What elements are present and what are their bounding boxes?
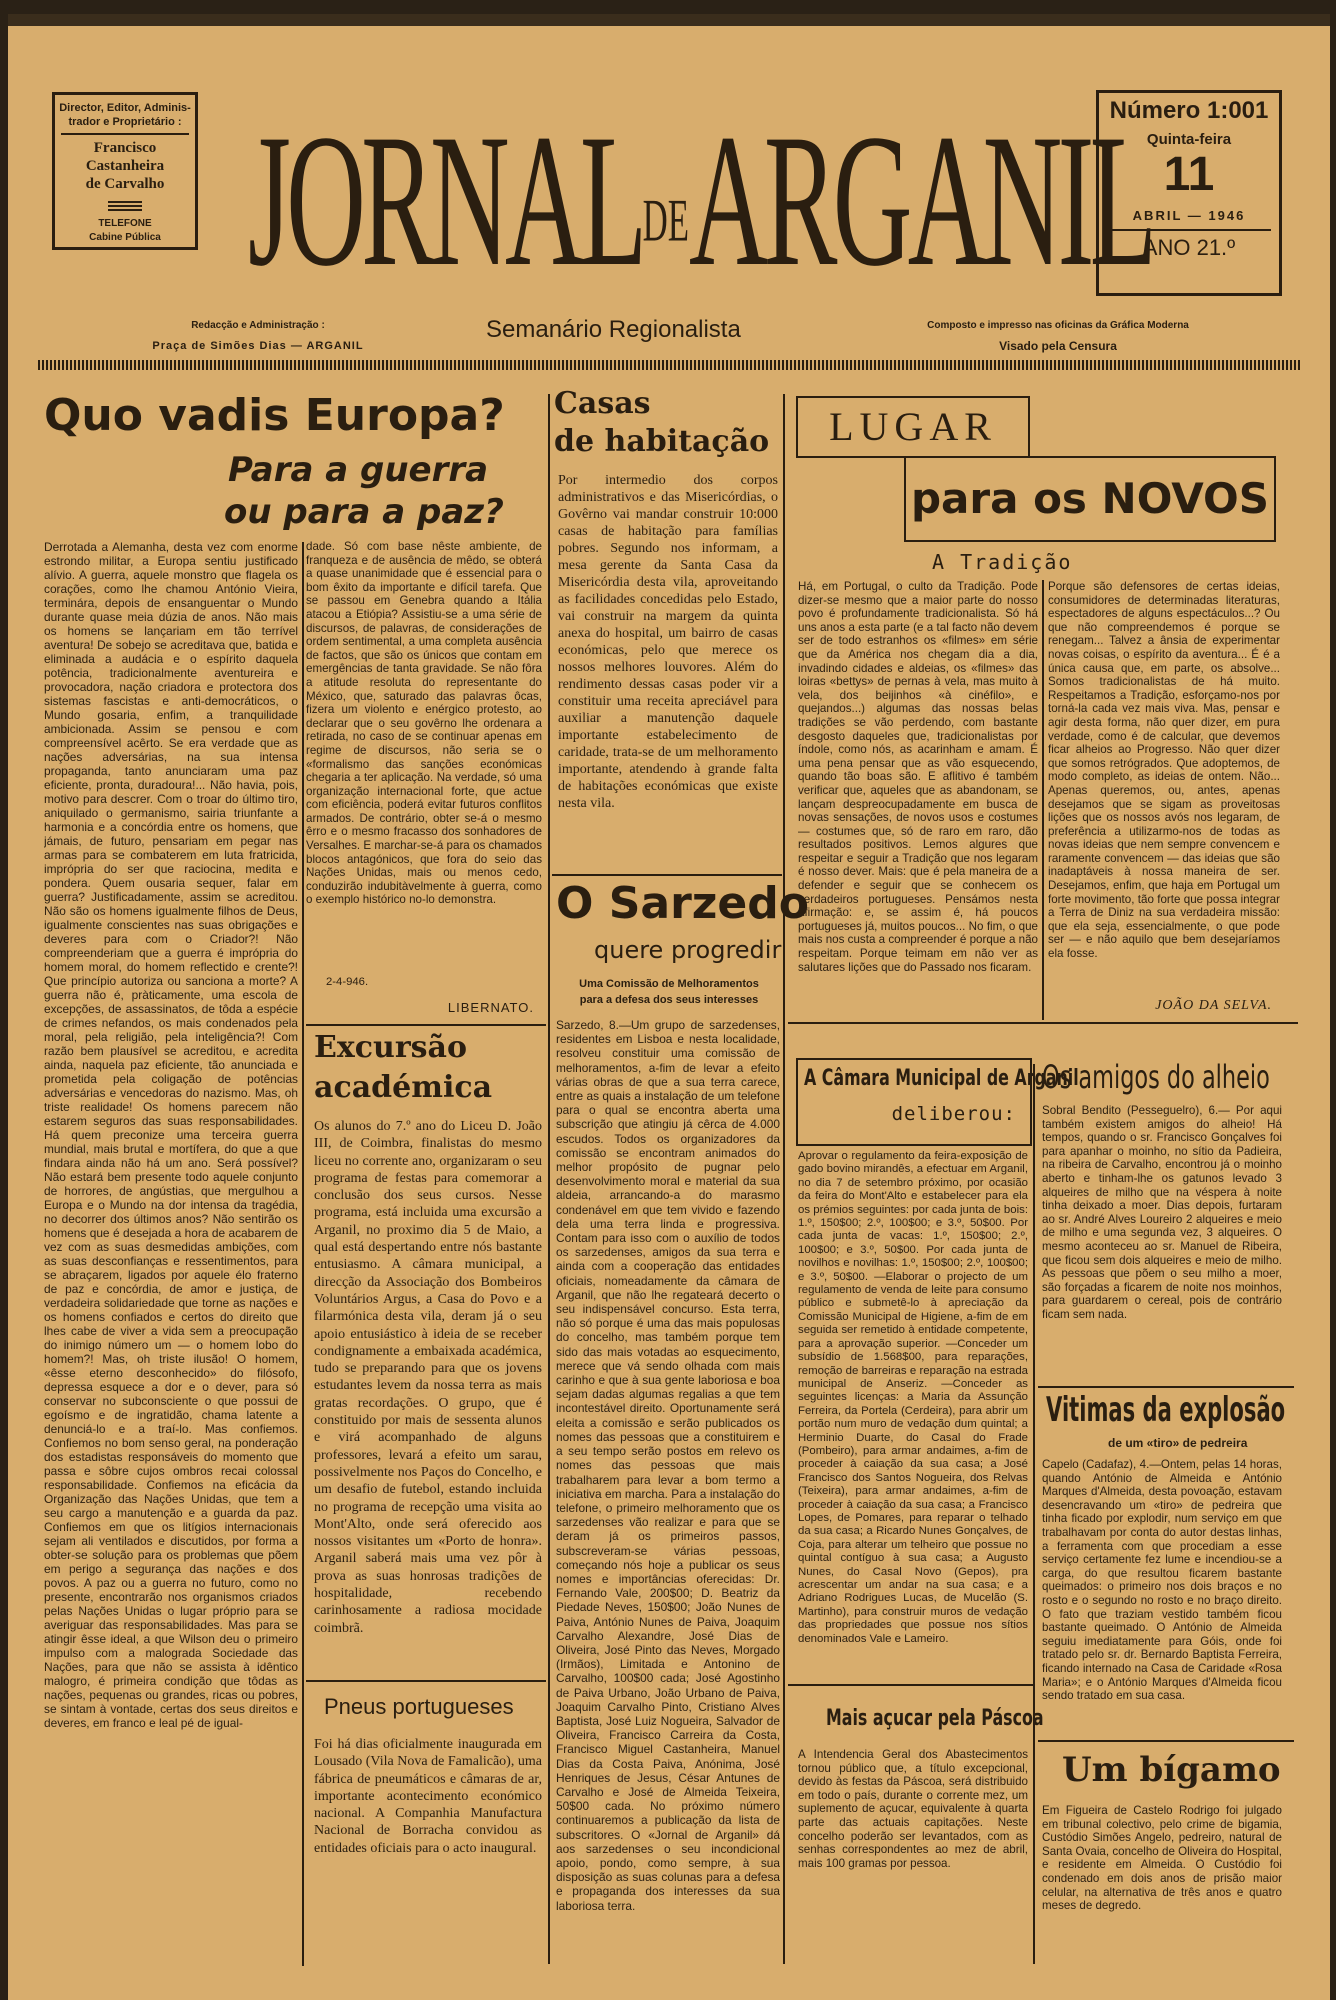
- bigamo-body: [1042, 1804, 1282, 1966]
- lugar-signature: JOÃO DA SELVA.: [1155, 998, 1272, 1013]
- divider-camara: [788, 1022, 1298, 1024]
- vitimas-text: Capelo (Cadafaz), 4.—Ontem, pelas 14 horas, quando António de Almeida e António Marques d'Almeida, desta povoação, estavam desencravando um «tiro» de pedreira que tinha ficado por explodir, num serviço em que trabalhavam por conta do autor destas linhas, a ferramenta com que procediam a esse serviço certamente fez lume e incendiou-se a carga, do que resultou ficarem bastante queimados: o primeiro nos dois braços e no rosto e o segundo no rosto e no braço direito. O fato que traziam vestido também ficou bastante queimado. O António de Almeida seguiu imediatamente para Góis, onde foi tratado pelo sr. dr. Bernardo Baptista Ferreira, ficando internado na Casa de Caridade «Rosa Maria»; e o António Marques d'Almeida ficou sendo tratado em sua casa.: [1042, 1458, 1282, 1703]
- lugar-title-2: para os NOVOS: [910, 474, 1269, 523]
- lugar-text-2: Porque são defensores de certas ideias, consumidores de determinadas literaturas, espectadores de alguns espectáculos...? Ou que não compreendemos é porque se renegam... Talvez a ânsia de experimentar novas coisas, o espírito da aventura... É é a única causa que, em parte, os absolve... Somos tradicionalistas de há muito. Respeitamos a Tradição, esforçamo-nos por torná-la cada vez mais viva. Mas, pensar e agir desta forma, não quer dizer, em pura verdade, como é de calcular, que devemos ficar alheios ao Progresso. Não quer dizer que somos retrógrados. Que adoptemos, de modo completo, as ideias de ontem. Não... Apenas queremos, ou, antes, apenas desejamos que se sigam as proveitosas lições que os nossos avós nos legaram, de preferência a utilizarmo-nos de todas as novas ideias que nem sempre convencem e raramente convencem — das ideias que são inadaptáveis à nossa maneira de ser. Desejamos, enfim, que haja em Portugal um forte movimento, tão forte que possa integrar a Terra de Diniz na sua verdadeira missão: que ela seja, essencialmente, o que pode ser — e não aquilo que bem desejaríamos ela fosse.: [1048, 580, 1280, 961]
- vitimas-body: [1042, 1458, 1282, 1734]
- lugar-subtitle: A Tradição: [932, 550, 1073, 574]
- casas-body: [558, 472, 778, 872]
- excursao-body: [314, 1118, 542, 1678]
- director-line-1: Director, Editor, Adminis-: [59, 102, 191, 114]
- bigamo-text: Em Figueira de Castelo Rodrigo foi julgado em tribunal colectivo, pelo crime de bigamia, Custódio Simões Angelo, pedreiro, natural de Santa Ovaia, concelho de Oliveira do Hospital, e residente em Almeida. O Custódio foi condenado em dois anos de prisão maior celular, na alternativa de três anos e quatro meses de degredo.: [1042, 1804, 1282, 1913]
- col-divider-2: [783, 394, 785, 1964]
- masthead-de: DE: [642, 187, 690, 254]
- sarzedo-text: Sarzedo, 8.—Um grupo de sarzedenses, residentes em Lisboa e nesta localidade, resolveu constituir uma comissão de melhoramentos, a-fim de levar a efeito várias obras de que a sua terra carece, entre as quais a instalação de um telefone para o qual se encontra aberta uma subscrição que atingiu já cêrca de 4.000 escudos. Todos os organizadores da comissão se encontram animados do melhor propósito de pugnar pelo desenvolvimento moral e material da sua aldeia, arrancando-a do marasmo condenável em que tem vivido e fazendo dela uma terra linda e progressiva. Contam para isso com o auxílio de todos os sarzedenses, amigos da sua terra e ainda com a cooperação das entidades oficiais, nomeadamente da câmara de Arganil, que não lhe regateará decerto o seu indispensável concurso. Esta terra, não só porque é uma das mais populosas do concelho, mas também porque tem sido das mais votadas ao esquecimento, merece que vá sendo olhada com mais carinho e que à sua gente laboriosa e boa sejam dadas algumas regalias a que tem incontestável direito. Oportunamente será eleita a comissão e serão publicados os nomes das pessoas que a constituirem e a seu tempo serão postos em relevo os nomes das pessoas que mais trabalharem para levar a bom termo a iniciativa em marcha. Para a instalação do telefone, o primeiro melhoramento que os sarzedenses vão realizar e para que se deram já os primeiros passos, subscreveram-se várias pessoas, começando nós hoje a publicar os seus nomes e importâncias oferecidas: Dr. Fernando Vale, 200$00; D. Beatriz da Piedade Neves, 150$00; João Nunes de Paiva, António Nunes de Paiva, Joaquim Carvalho Alexandre, José Dias de Oliveira, José Pinto das Neves, Morgado (Irmãos), Limitada e Antonino de Carvalho, 100$00 cada; José Agostinho de Paiva Urbano, João Urbano de Paiva, Joaquim Carvalho Pinto, Cristiano Alves Baptista, José Luiz Nogueira, Salvador de Oliveira, Francisco Carreira da Costa, Francisco Miguel Castanheira, Manuel Dias da Costa Paiva, Anónima, José Henriques de Jesus, César Antunes de Carvalho e José de Almeida Teixeira, 50$00 cada. No próximo número continuaremos a publicação da lista de subscritores. O «Jornal de Arganil» dá aos sarzedenses o seu incondicional apoio, pondo, como sempre, à sua disposição as suas colunas para a defesa e propaganda dos interesses da sua laboriosa terra.: [556, 1018, 780, 1913]
- masthead-jornal: JORNAL: [248, 96, 643, 306]
- casas-text: Por intermedio dos corpos administrativos e das Misericórdias, o Govêrno vai mandar construir 10:000 casas de habitação para famílias pobres. Segundo nos informam, a mesa gerente da Santa Casa da Misericórdia desta vila, aproveitando as facilidades concedidas pelo Estado, vai construir na margem da quinta anexa do hospital, um bairro de casas económicas, pelo que merece os nossos melhores louvores. Além do rendimento dessas casas poder vir a constituir uma receita apreciável para auxiliar a manutenção daquele importante estabelecimento de caridade, trata-se de um melhoramento importante, atendendo à grande falta de habitações económicas que existe nesta vila.: [558, 473, 778, 811]
- vitimas-subtitle: de um «tiro» de pedreira: [1108, 1436, 1248, 1450]
- amigos-title: [1042, 1058, 1330, 1096]
- camara-subtitle: deliberou:: [891, 1103, 1016, 1125]
- director-box: [52, 92, 198, 250]
- divider-acucar: [788, 1684, 1034, 1686]
- redaccao-label: Redacção e Administração :: [191, 320, 325, 331]
- excursao-text: Os alunos do 7.º ano do Liceu D. João III, de Coimbra, finalistas do mesmo liceu no corrente ano, organizaram o seu programa de festas para comemorar a conclusão dos seus cursos. Nesse programa, está incluida uma excursão a Arganil, no proximo dia 5 de Maio, a qual está despertando entre nós bastante entusiasmo. A câmara municipal, a direcção da Associação dos Bombeiros Voluntários Argus, a Casa do Povo e a filarmónica desta vila, deram já o seu apoio entusiástico à ideia de se receber condignamente a embaixada académica, tudo se preparando para que os jovens estudantes levem da nossa terra as mais gratas recordações. O grupo, que é constituido por mais de sessenta alunos e virá acompanhado de alguns professores, levará a efeito um sarau, possivelmente nos Paços do Concelho, e um desafio de futebol, estando incluida no programa de recepção uma visita ao Mont'Alto, onde será oferecido aos nossos visitantes um «Porto de honra». Arganil saberá mais uma vez pôr à prova as suas honrosas tradições de hospitalidade, recebendo carinhosamente a radiosa mocidade coimbrã.: [314, 1119, 542, 1636]
- director-name-1: Francisco Castanheira: [85, 140, 165, 174]
- censura-line: Visado pela Censura: [999, 339, 1117, 353]
- telefone-value: Cabine Pública: [89, 232, 161, 243]
- vitimas-title: [1046, 1390, 1330, 1430]
- amigos-body: [1042, 1104, 1282, 1380]
- issue-number: Número 1:001: [1109, 97, 1269, 124]
- sarzedo-kicker-2: para a defesa dos seus interesses: [579, 994, 759, 1006]
- redaccao-block: [118, 316, 398, 356]
- camara-body: [798, 1150, 1028, 1674]
- casas-title-2: de habitação: [554, 424, 770, 459]
- casas-title-1: Casas: [554, 386, 651, 421]
- quo-vadis-subtitle-1: Para a guerra: [228, 450, 489, 490]
- newspaper-page: [8, 14, 1330, 2000]
- quo-vadis-text-1: Derrotada a Alemanha, desta vez com enorme estrondo militar, a Europa sentiu justificado alívio. A guerra, aquele monstro que flagela os corações, como lhe chamou António Vieira, terminára, depois de ensanguentar o Mundo durante quase meia dúzia de anos. Não mais os homens se lançariam em tão terrível aventura! De sobejo se acreditava que, batida e eliminada a audácia e o espírito daquela potência, tradicionalmente aventureira e provocadora, nação criadora e protectora dos sistemas fascistas e anti-democráticos, o Mundo gosaria, enfim, a tranquilidade ambicionada. Assim se pensou e com compreensível acêrto. Se era verdade que as nações adversárias, na sua intensa propaganda, tanto anunciaram uma paz eficiente, pronta, duradoura!... Não havia, pois, motivo para descrer. Com o troar do último tiro, aniquilado o germanismo, sairia triunfante a harmonia e a concórdia entre os homens, que jámais, de futuro, pensariam em pegar nas armas para se combaterem em luta fratricida, imprópria do ser que raciocina, medita e pondera. Quem ousaria sequer, falar em guerra? Justificadamente, assim se acreditou. Não são os homens igualmente filhos de Deus, igualmente conscientes nas suas obrigações e deveres para com o Criador?! Não compreenderiam que a guerra é imprópria do homem moral, do homem reflectido e crente?! Que princípio autoriza ou sanciona a morte? A guerra não é, pràticamente, uma escola de excepções, de assassinatos, de tôda a espécie de crimes nefandos, os mais condenados pela moral, pela religião, pela inteligência?! Com razão bem plausível se acreditou, e acredita ainda, naquela paz eficiente, tão anunciada e prometida pela coligação de potências adversárias e vencedoras do nazismo. Mas, oh triste realidade! Os homens parecem não estarem seguros das suas responsabilidades. Há quem preconize uma terceira guerra mundial, mais brutal e mortífera, do que a que findara ainda não há um ano. Será possível? Não estará bem presente todo aquele conjunto de horrores, de angústias, que mergulhou a Europa e o Mundo na dor intensa da tragédia, no decorrer dos últimos anos? Não sentirão os homens que é desejada a hora de acabarem de vez com as suas desmedidas ambições, com as suas desconfianças e ressentimentos, para se abraçarem, ligados por aquele élo fraterno de paz e concórdia, de amor e justiça, de verdadeira solidariedade que torne as nações e os homens confiados e certos do direito que lhes cabe de viver a vida sem a preocupação do inimigo número um — o homem lobo do homem?! Mas, oh triste ilusão! O homem, «êsse eterno desconhecido» do filósofo, depressa esquece a dor e o dever, para só conservar no subconsciente o que possui de egoísmo e de ingratidão, chama latente a denunciá-lo e a traí-lo. Mas confiemos. Confiemos no bom senso geral, na ponderação dos estadistas responsáveis do momento que passa e sôbre cujos ombros recai colossal responsabilidade. Confiemos na eficácia da Organização das Nações Unidas, que tem a seu cargo a manutenção e a guarda da paz. Confiemos em que os litígios internacionais sejam ali ventilados e discutidos, por forma a obter-se solução para os problemas que põem em perigo a segurança das nações e dos povos. A paz ou a guerra no futuro, como no presente, encontrarão nos organismos criados pelas Nações Unidas o lugar próprio para se averiguar das responsabilidades. Mas para se atingir êsse ideal, a que Wilson deu o primeiro impulso com a malograda Sociedade das Nações, para que não se assista à idêntico malogro, é primeira condição que tôdas as nações, pequenas ou grandes, ricas ou pobres, se sintam à vontade, certas dos seus direitos e deveres, em franco e leal pé de igual-: [44, 540, 298, 1730]
- telefone-label: TELEFONE: [98, 218, 152, 229]
- lugar-col-1: [798, 580, 1038, 1002]
- subtitle: Semanário Regionalista: [486, 316, 741, 343]
- director-name-2: de Carvalho: [85, 176, 165, 192]
- lugar-signature-wrap: [1048, 994, 1280, 1014]
- quo-vadis-text-2: dade. Só com base nêste ambiente, de franqueza e de ausência de mêdo, se obterá a quase unanimidade que é essencial para o bom êxito da importante e difícil tarefa. Que se passou em Genebra quando a Itália atacou a Etiópia? Assistiu-se a uma série de discursos, de palavras, de considerações de ordem sentimental, a uma completa ausência de factos, que são os únicos que contam em emergências de tanta gravidade. Se não fôra a atitude resoluta do representante do México, que, saturado das palavras ôcas, fizera um violento e enérgico protesto, ao declarar que o seu govêrno lhe ordenara a retirada, no caso de se continuar apenas em regime de discursos, não seria se o «formalismo das sanções económicas chegaria a ter aplicação. Na verdade, só uma organização internacional forte, que actue com eficiência, poderá evitar futuros conflitos armados. De contrário, obter se-á o mesmo êrro e o mesmo fracasso dos sonhadores de Versalhes. E marchar-se-á para os chamados blocos antagónicos, que fora do seio das Nações Unidas, mais ou menos cedo, conduzirão indubitàvelmente à guerra, como o exemplo histórico no-lo demonstra.: [306, 540, 542, 907]
- bigamo-title: Um bígamo: [1062, 1750, 1281, 1790]
- sarzedo-title: O Sarzedo: [556, 878, 809, 929]
- masthead-title: [248, 86, 1153, 316]
- scan-border: [8, 14, 1330, 26]
- ornament: [108, 199, 142, 211]
- quo-vadis-col-2: [306, 540, 542, 972]
- masthead-arganil: ARGANIL: [689, 96, 1153, 306]
- issue-year: ANO 21.º: [1142, 235, 1236, 260]
- amigos-title-text: Os amigos do alheio: [1042, 1058, 1270, 1096]
- quo-vadis-signature-wrap: [306, 996, 542, 1015]
- acucar-title-text: Mais açucar pela Páscoa: [826, 1706, 1044, 1731]
- quo-vadis-col-1: [44, 540, 298, 1966]
- vitimas-title-text: Vitimas da explosão: [1046, 1390, 1286, 1430]
- divider-sarzedo: [552, 874, 782, 876]
- quo-vadis-subtitle-2: ou para a paz?: [224, 492, 504, 532]
- pneus-body: [314, 1736, 542, 1966]
- sarzedo-body: [556, 1018, 780, 1966]
- composto-block: [878, 316, 1238, 356]
- amigos-text: Sobral Bendito (Pesseguelro), 6.— Por aqui também existem amigos do alheio! Há tempos, quando o sr. Francisco Gonçalves foi para apanhar o moinho, no sítio da Padieira, na ribeira de Carvalho, encontrou já o moinho aberto e tinham-lhe os gatunos levado 3 alqueires de milho que na véspera à noite tinha deixado a moer. Dias depois, furtaram ao sr. André Alves Loureiro 2 alqueires e meio de milho e uma segunda vez, 3 alqueires. O mesmo aconteceu ao sr. Manuel de Ribeira, que ficou sem dois alqueires e meio de milho. As pessoas que põem o seu milho a moer, são forçadas a ficarem de noite nos moinhos, para guardarem o cereal, pois de contrário ficam sem nada.: [1042, 1104, 1282, 1321]
- pneus-title: Pneus portugueses: [324, 1694, 514, 1719]
- divider-pneus: [306, 1680, 546, 1682]
- divider-vitimas: [1038, 1386, 1294, 1388]
- pneus-text: Foi há dias oficialmente inaugurada em Lousado (Vila Nova de Famalicão), uma fábrica de pneumáticos e câmaras de ar, importante acontecimento económico nacional. A Companhia Manufactura Nacional de Borracha convidou as entidades oficiais para o acto inaugural.: [314, 1737, 542, 1856]
- camara-title-text: A Câmara Municipal de Arganil: [804, 1066, 1079, 1091]
- issue-box: [1096, 90, 1282, 296]
- sarzedo-kicker: [560, 976, 778, 1008]
- lugar-col-divider: [1042, 580, 1044, 1020]
- issue-weekday: Quinta-feira: [1146, 131, 1232, 148]
- quo-vadis-col-divider: [302, 542, 304, 1966]
- lugar-title-1: LUGAR: [829, 404, 997, 449]
- camara-header-box: [796, 1058, 1079, 1146]
- col-divider-1: [548, 394, 550, 1964]
- divider-bigamo: [1038, 1740, 1294, 1742]
- camara-text: Aprovar o regulamento da feira-exposição de gado bovino mirandês, a efectuar em Arganil, no dia 7 de setembro próximo, por ocasião da feira do Mont'Alto e estabelecer para ela os prémios seguintes: por cada junta de bois: 1.º, 150$00; 2.º, 100$00; e 3.º, 50$00. Por cada junta de vacas: 1.º, 150$00; 2.º, 100$00; e 3.º, 50$00. Por cada junta de novilhos e novilhas: 1.º, 150$00; 2.º, 100$00; e 3.º, 50$00. —Elaborar o projecto de um regulamento de venda de leite para consumo público e submetê-lo à apreciação da Comissão Municipal de Higiene, a-fim de em seguida ser remetido à entidade competente, para a aprovação superior. —Conceder um subsídio de 1.568$00, para reparações, remoção de barreiras e reparação na estrada municipal de Anseriz. —Conceder as seguintes licenças: a Maria da Assunção Ferreira, da Portela (Cerdeira), para abrir um portão num muro de vedação dum quintal; a Herminio Duarte, do Casal do Frade (Pombeiro), para armar andaimes, a-fim de proceder à caiação da sua casa; a José Francisco dos Santos Nogueira, dos Relvas (Teixeira), para armar andaimes, a-fim de proceder à caiação da sua casa; a Francisco Lopes, de Pomares, para reparar o telhado da sua casa; a Ricardo Nunes Gonçalves, de Coja, para alterar um telheiro que possue no quintal contíguo à sua casa; a Augusto Nunes, do Casal Novo (Gepos), pra acrescentar um andar na sua casa; e a Adriano Rodrigues Lucas, de Mucelão (S. Martinho), para construir muros de vedação das propriedades que possue nos sítios denominados Vale e Lameiro.: [798, 1150, 1028, 1645]
- quo-vadis-date: 2-4-946.: [326, 976, 369, 988]
- sarzedo-subtitle: quere progredir: [594, 936, 782, 964]
- divider-excursao: [306, 1024, 546, 1026]
- quo-vadis-title: Quo vadis Europa?: [44, 390, 505, 441]
- issue-month-year: ABRIL — 1946: [1132, 208, 1246, 223]
- quo-vadis-signature: LIBERNATO.: [447, 1000, 534, 1015]
- issue-day: 11: [1163, 148, 1215, 201]
- camara-title: [804, 1066, 1079, 1091]
- header-rule: [38, 360, 1300, 370]
- redaccao-address: Praça de Simões Dias — ARGANIL: [152, 340, 364, 352]
- excursao-title-1: Excursão: [314, 1030, 467, 1065]
- acucar-body: [798, 1748, 1028, 1966]
- composto-line: Composto e impresso nas oficinas da Gráfica Moderna: [927, 320, 1189, 331]
- sarzedo-kicker-1: Uma Comissão de Melhoramentos: [579, 978, 759, 990]
- lugar-box-2: [904, 456, 1276, 542]
- col-divider-3: [1033, 1064, 1035, 1964]
- lugar-text-1: Há, em Portugal, o culto da Tradição. Pode dizer-se mesmo que a maior parte do nosso povo é profundamente tradicionalista. Só há uns anos a esta parte (e a tal facto não devem ser de todo estranhos os «filmes» em série que da América nos chegam dia a dia, invadindo cidades e aldeias, os «filmes» das loiras «bettys» de pernas à vela, mas muito à vela, dos beijinhos «à cinéfilo», e quejandos...) algumas das nossas belas tradições se vão perdendo, com bastante desgosto daqueles que, tradicionalistas por índole, como nós, as acarinham e amam. É uma pena pensar que as vão esquecendo, quando tão boas são. E aflitivo é também verificar que, aqueles que as abandonam, se lançam despreocupadamente em busca de novas sensações, de novos usos e costumes — costumes que, só de raro em raro, dão resultados positivos. Lemos algures que respeitar e seguir a Tradição que nos legaram é nosso dever. Mais: que é pela maneira de a defender e seguir que se conhecem os verdadeiros portugueses. Pensámos nesta afirmação: e, se assim é, há poucos portugueses já, muitos poucos... No fim, o que mais nos custa a compreender é porque a não respeitam. Porque teimam em não ver as salutares lições que do Passado nos ficaram.: [798, 580, 1038, 974]
- director-line-2: trador e Proprietário :: [68, 116, 182, 128]
- acucar-text: A Intendencia Geral dos Abastecimentos tornou público que, a título excepcional, devido às festas da Páscoa, será distribuido em todo o país, durante o corrente mez, um suplemento de açucar, equivalente à quarta parte das actuais capitações. Neste concelho poderão ser levantados, com as senhas correspondentes ao mez de abril, mais 100 gramas por pessoa.: [798, 1748, 1028, 1870]
- lugar-col-2: [1048, 580, 1280, 990]
- lugar-box-1: [796, 396, 1030, 458]
- excursao-title-2: académica: [314, 1070, 493, 1105]
